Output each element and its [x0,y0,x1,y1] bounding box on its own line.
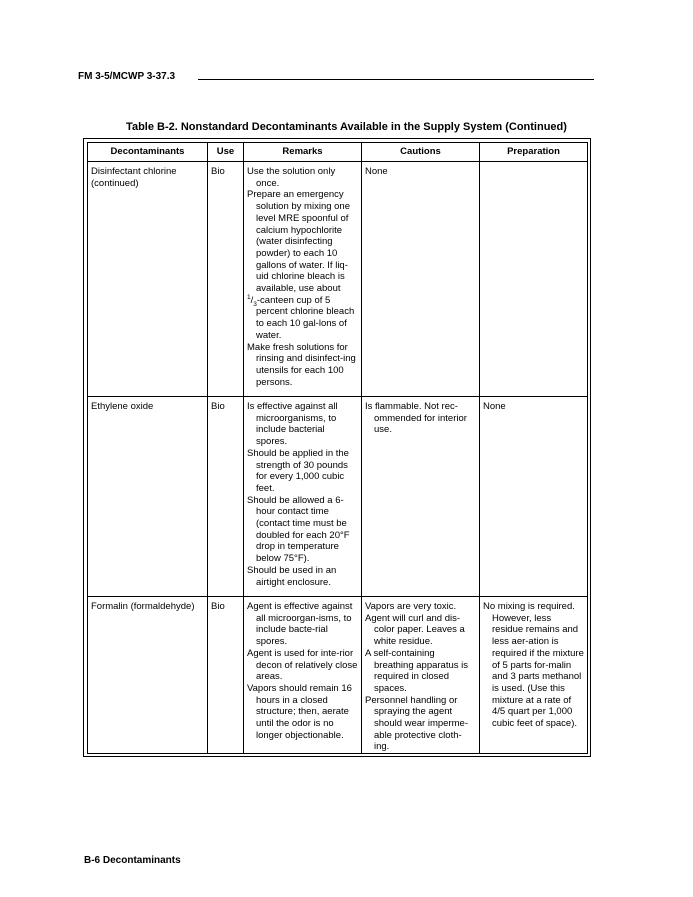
cautions-cell [362,397,480,597]
remark-item: $^1/_3$-canteen cup of 5 percent chlorine bleach to each 10 gal-lons of water. [247,293,355,341]
preparation-item: No mixing is required. However, less residue remains and less aer-ation is required if the mixture of 5 parts for-malin and 3 parts methanol is used. (Use this mixture at a rate of 4/5 quart per 1,000 cubic feet of space). [483,601,584,730]
column-header-cautions: Cautions [362,143,480,162]
remarks-cell [244,397,362,597]
table-row [88,397,588,597]
table-frame [83,138,591,757]
table-row [88,597,588,754]
fraction-denominator: 3 [253,300,257,308]
decontaminant-cell: Formalin (formaldehyde) [88,597,208,754]
remark-item: Agent is used for inte-rior decon of relatively close areas. [247,647,358,683]
remark-item-text: -canteen cup of 5 percent chlorine bleach to each 10 gal-lons of water. [256,294,355,341]
remark-item: Vapors should remain 16 hours in a closed structure; then, aerate until the odor is no longer objectionable. [247,682,352,741]
decontaminant-cell: Disinfectant chlorine (continued) [88,162,208,397]
column-header-decontaminants: Decontaminants [88,143,208,162]
remark-item: Should be applied in the strength of 30 pounds for every 1,000 cubic feet. [247,447,349,494]
use-cell: Bio [208,397,244,597]
decontaminant-cell: Ethylene oxide [88,397,208,597]
use-cell: Bio [208,162,244,397]
column-header-remarks: Remarks [244,143,362,162]
preparation-cell [480,397,588,597]
caution-item: Personnel handling or spraying the agent should wear imperme-able protective cloth-ing. [365,694,468,753]
caution-item: Vapors are very toxic. [365,601,457,612]
preparation-cell [480,162,588,397]
remark-item: Use the solution only once. [247,166,336,189]
table-header-row [88,143,588,162]
decontaminants-table [87,142,588,754]
cautions-cell [362,162,480,397]
caution-item: Agent will curl and dis-color paper. Leaves a white residue. [365,612,465,648]
preparation-item: None [483,401,506,412]
remark-item: Agent is effective against all microorgan-isms, to include bacte-rial spores. [247,601,353,648]
caution-item: Is flammable. Not rec-ommended for interior use. [365,401,467,436]
column-header-preparation: Preparation [480,143,588,162]
caution-item: A self-containing breathing apparatus is required in closed spaces. [365,647,469,694]
document-id: FM 3-5/MCWP 3-37.3 [78,71,176,82]
preparation-cell [480,597,588,754]
remark-item: Should be used in an airtight enclosure. [247,564,337,588]
column-header-use: Use [208,143,244,162]
cautions-cell [362,597,480,754]
remarks-cell [244,597,362,754]
caution-item: None [365,166,388,177]
remark-item: Should be allowed a 6-hour contact time (contact time must be doubled for each 20°F drop in temperature below 75°F). [247,494,350,565]
use-cell: Bio [208,597,244,754]
remark-item: Prepare an emergency solution by mixing one level MRE spoonful of calcium hypochlorite (water disinfecting powder) to each 10 gallons of water. If liq-uid chlorine bleach is available, use about [247,189,350,295]
remark-item: Is effective against all microorganisms, to include bacterial spores. [247,401,338,448]
fraction-numerator: 1 [247,293,251,301]
page-footer: B-6 Decontaminants [84,855,181,866]
remark-item: Make fresh solutions for rinsing and disinfect-ing utensils for each 100 persons. [247,341,356,388]
table-row [88,162,588,397]
table-caption: Table B-2. Nonstandard Decontaminants Available in the Supply System (Continued) [126,121,567,133]
remarks-cell [244,162,362,397]
header-rule [198,79,594,80]
running-header [78,71,594,87]
